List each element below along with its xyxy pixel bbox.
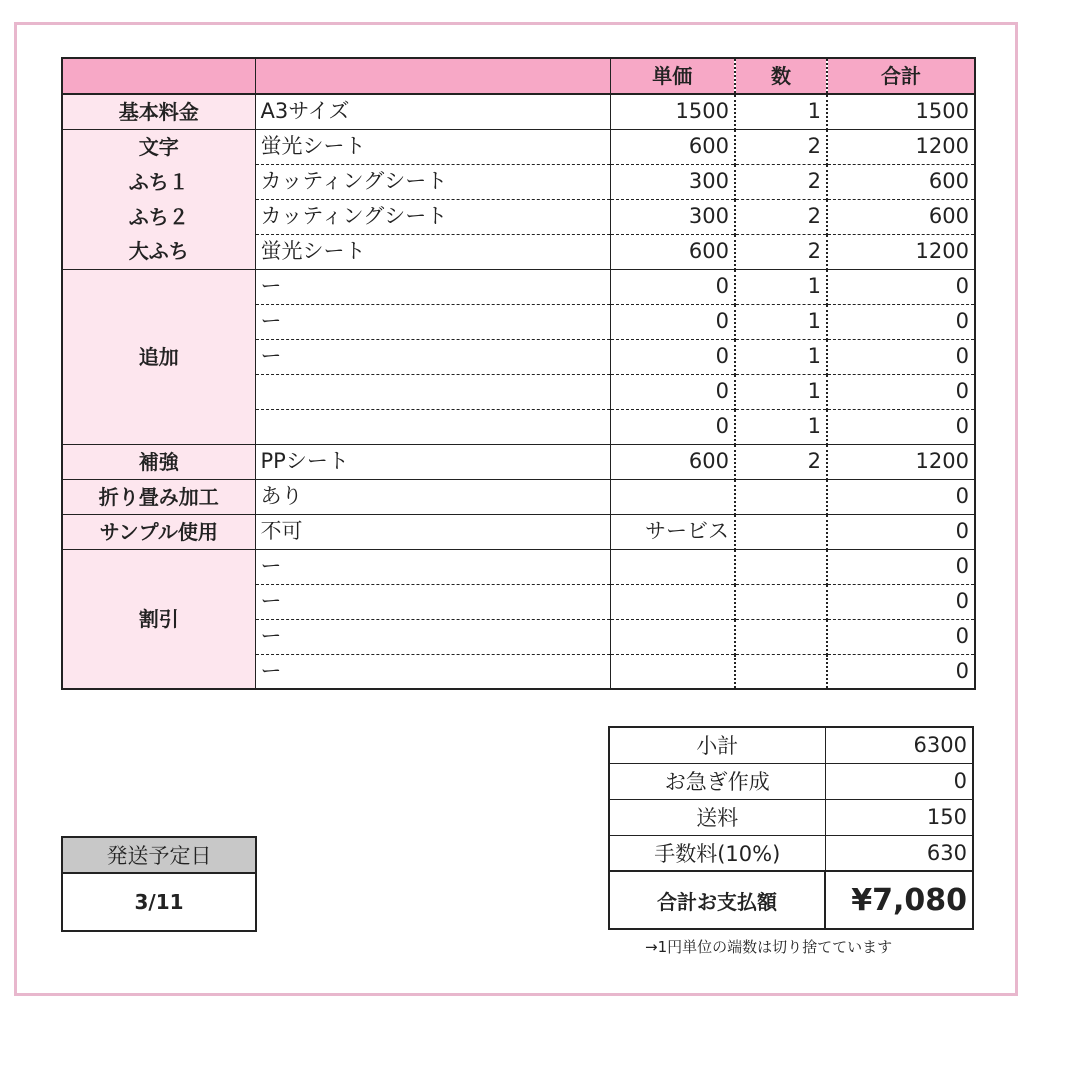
grand-total-label: 合計お支払額 xyxy=(609,871,825,929)
row-unit-price: 300 xyxy=(610,164,735,199)
row-total: 0 xyxy=(827,374,975,409)
rounding-note: →1円単位の端数は切り捨てています xyxy=(645,938,893,956)
row-total: 1200 xyxy=(827,234,975,269)
row-quantity: 1 xyxy=(735,339,827,374)
row-category: 割引 xyxy=(62,549,255,689)
row-quantity: 2 xyxy=(735,444,827,479)
row-unit-price xyxy=(610,549,735,584)
header-unit-price: 単価 xyxy=(610,58,735,94)
row-quantity xyxy=(735,654,827,689)
row-unit-price: 300 xyxy=(610,199,735,234)
row-total: 0 xyxy=(827,269,975,304)
summary-row-shipping xyxy=(609,799,973,835)
row-total: 0 xyxy=(827,339,975,374)
row-category: 補強 xyxy=(62,444,255,479)
table-row xyxy=(62,94,975,129)
ship-date-label: 発送予定日 xyxy=(62,837,256,873)
row-description: A3サイズ xyxy=(255,94,610,129)
row-quantity xyxy=(735,619,827,654)
table-header-row xyxy=(62,58,975,94)
table-row xyxy=(62,444,975,479)
table-row xyxy=(62,549,975,584)
row-description xyxy=(255,374,610,409)
summary-row-grand-total xyxy=(609,871,973,929)
quote-table xyxy=(61,57,976,690)
summary-row-rush xyxy=(609,763,973,799)
row-category: サンプル使用 xyxy=(62,514,255,549)
row-quantity: 2 xyxy=(735,164,827,199)
row-unit-price xyxy=(610,584,735,619)
row-total: 0 xyxy=(827,479,975,514)
grand-total-value: ¥7,080 xyxy=(825,871,973,929)
row-description: ー xyxy=(255,619,610,654)
row-quantity: 1 xyxy=(735,409,827,444)
table-row xyxy=(62,479,975,514)
table-row xyxy=(62,164,975,199)
row-unit-price: 600 xyxy=(610,444,735,479)
row-unit-price: 0 xyxy=(610,339,735,374)
row-unit-price: 1500 xyxy=(610,94,735,129)
table-row xyxy=(62,514,975,549)
row-quantity: 1 xyxy=(735,304,827,339)
row-total: 1200 xyxy=(827,444,975,479)
shipping-value: 150 xyxy=(825,799,973,835)
row-description xyxy=(255,409,610,444)
row-quantity: 2 xyxy=(735,129,827,164)
row-total: 0 xyxy=(827,584,975,619)
row-description: 蛍光シート xyxy=(255,234,610,269)
header-total: 合計 xyxy=(827,58,975,94)
row-quantity: 1 xyxy=(735,94,827,129)
row-category: ふち１ xyxy=(62,164,255,199)
row-total: 0 xyxy=(827,619,975,654)
row-quantity xyxy=(735,584,827,619)
row-description: ー xyxy=(255,549,610,584)
row-description: 不可 xyxy=(255,514,610,549)
row-description: ー xyxy=(255,269,610,304)
row-total: 0 xyxy=(827,304,975,339)
row-total: 0 xyxy=(827,549,975,584)
row-unit-price: 600 xyxy=(610,129,735,164)
row-quantity xyxy=(735,479,827,514)
row-unit-price: 0 xyxy=(610,304,735,339)
row-unit-price: 0 xyxy=(610,374,735,409)
row-description: あり xyxy=(255,479,610,514)
row-category: 追加 xyxy=(62,269,255,444)
shipping-date-box xyxy=(61,836,257,932)
row-unit-price: 0 xyxy=(610,409,735,444)
shipping-label: 送料 xyxy=(609,799,825,835)
row-quantity: 2 xyxy=(735,234,827,269)
row-quantity: 2 xyxy=(735,199,827,234)
row-description: カッティングシート xyxy=(255,199,610,234)
row-category: 基本料金 xyxy=(62,94,255,129)
row-description: ー xyxy=(255,584,610,619)
row-quantity: 1 xyxy=(735,374,827,409)
row-quantity xyxy=(735,549,827,584)
row-category: 折り畳み加工 xyxy=(62,479,255,514)
summary-row-fee xyxy=(609,835,973,871)
row-unit-price xyxy=(610,619,735,654)
summary-table xyxy=(608,726,974,930)
row-quantity xyxy=(735,514,827,549)
row-description: 蛍光シート xyxy=(255,129,610,164)
subtotal-value: 6300 xyxy=(825,727,973,763)
row-description: ー xyxy=(255,304,610,339)
subtotal-label: 小計 xyxy=(609,727,825,763)
rush-value: 0 xyxy=(825,763,973,799)
row-total: 0 xyxy=(827,514,975,549)
row-category: ふち２ xyxy=(62,199,255,234)
row-unit-price: 0 xyxy=(610,269,735,304)
row-unit-price xyxy=(610,479,735,514)
row-total: 600 xyxy=(827,199,975,234)
row-category: 大ふち xyxy=(62,234,255,269)
row-total: 1500 xyxy=(827,94,975,129)
table-row xyxy=(62,269,975,304)
row-description: PPシート xyxy=(255,444,610,479)
row-unit-price: 600 xyxy=(610,234,735,269)
header-description xyxy=(255,58,610,94)
row-description: カッティングシート xyxy=(255,164,610,199)
row-quantity: 1 xyxy=(735,269,827,304)
row-unit-price xyxy=(610,654,735,689)
row-unit-price: サービス xyxy=(610,514,735,549)
table-row xyxy=(62,199,975,234)
fee-label: 手数料(10%) xyxy=(609,835,825,871)
row-description: ー xyxy=(255,654,610,689)
row-category: 文字 xyxy=(62,129,255,164)
table-row xyxy=(62,234,975,269)
row-total: 0 xyxy=(827,409,975,444)
fee-value: 630 xyxy=(825,835,973,871)
rush-label: お急ぎ作成 xyxy=(609,763,825,799)
row-description: ー xyxy=(255,339,610,374)
header-category xyxy=(62,58,255,94)
header-quantity: 数 xyxy=(735,58,827,94)
ship-date-value: 3/11 xyxy=(134,890,184,914)
row-total: 1200 xyxy=(827,129,975,164)
table-row xyxy=(62,129,975,164)
row-total: 600 xyxy=(827,164,975,199)
row-total: 0 xyxy=(827,654,975,689)
summary-row-subtotal xyxy=(609,727,973,763)
